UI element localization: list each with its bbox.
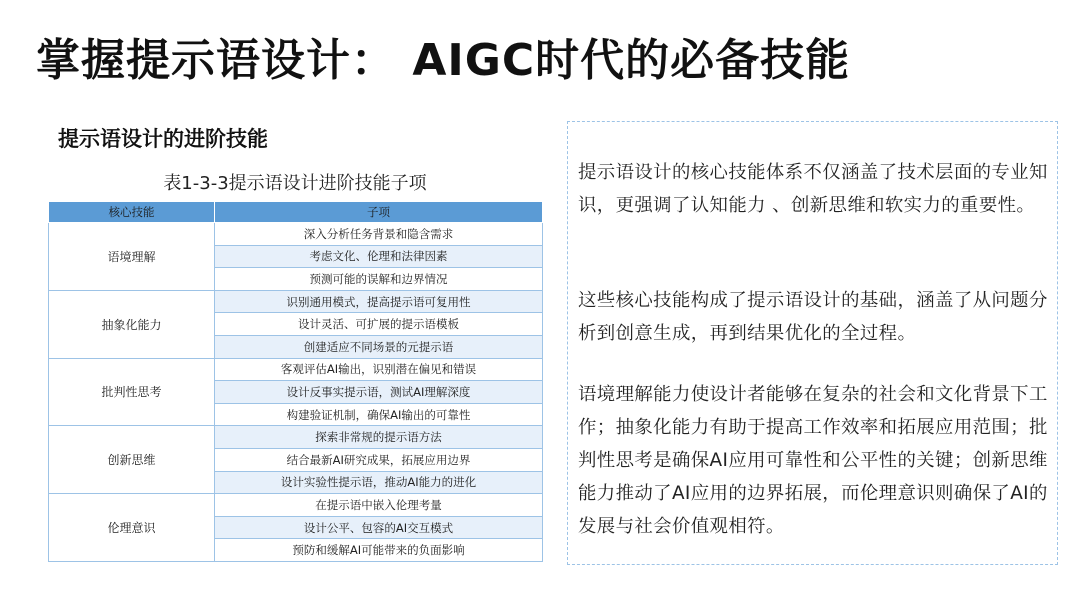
item-cell: 考虑文化、伦理和法律因素 xyxy=(215,245,543,268)
section-heading: 提示语设计的进阶技能 xyxy=(58,127,268,151)
column-header-skill: 核心技能 xyxy=(49,202,215,223)
skill-cell: 伦理意识 xyxy=(49,494,215,562)
table-row xyxy=(49,358,543,381)
item-cell: 设计灵活、可扩展的提示语模板 xyxy=(215,313,543,336)
table-row xyxy=(49,223,543,246)
paragraph-1: 提示语设计的核心技能体系不仅涵盖了技术层面的专业知识，更强调了认知能力 、创新思维和软实力的重要性。 xyxy=(578,162,1048,216)
table-row xyxy=(49,494,543,517)
item-cell: 深入分析任务背景和隐含需求 xyxy=(215,223,543,246)
skill-cell: 抽象化能力 xyxy=(49,290,215,358)
item-cell: 识别通用模式，提高提示语可复用性 xyxy=(215,290,543,313)
paragraph-3: 语境理解能力使设计者能够在复杂的社会和文化背景下工作；抽象化能力有助于提高工作效率和拓展应用范围；批判性思考是确保AI应用可靠性和公平性的关键；创新思维能力推动了AI应用的边界拓展，而伦理意识则确保了AI的发展与社会价值观相符。 xyxy=(578,384,1048,537)
item-cell: 预防和缓解AI可能带来的负面影响 xyxy=(215,539,543,562)
skill-cell: 批判性思考 xyxy=(49,358,215,426)
table-caption: 表1-3-3提示语设计进阶技能子项 xyxy=(163,173,427,194)
column-header-items: 子项 xyxy=(215,202,543,223)
table-row xyxy=(49,290,543,313)
skills-table xyxy=(48,201,543,562)
item-cell: 设计公平、包容的AI交互模式 xyxy=(215,516,543,539)
item-cell: 在提示语中嵌入伦理考量 xyxy=(215,494,543,517)
item-cell: 客观评估AI输出，识别潜在偏见和错误 xyxy=(215,358,543,381)
table-header-row xyxy=(49,202,543,223)
item-cell: 结合最新AI研究成果，拓展应用边界 xyxy=(215,448,543,471)
paragraph-2: 这些核心技能构成了提示语设计的基础，涵盖了从问题分析到创意生成，再到结果优化的全过程。 xyxy=(578,290,1048,344)
item-cell: 构建验证机制，确保AI输出的可靠性 xyxy=(215,403,543,426)
item-cell: 探索非常规的提示语方法 xyxy=(215,426,543,449)
item-cell: 预测可能的误解和边界情况 xyxy=(215,268,543,291)
item-cell: 设计实验性提示语，推动AI能力的进化 xyxy=(215,471,543,494)
item-cell: 创建适应不同场景的元提示语 xyxy=(215,335,543,358)
skill-cell: 创新思维 xyxy=(49,426,215,494)
page-title: 掌握提示语设计： AIGC时代的必备技能 xyxy=(36,35,851,86)
skill-cell: 语境理解 xyxy=(49,223,215,291)
item-cell: 设计反事实提示语，测试AI理解深度 xyxy=(215,381,543,404)
table-row xyxy=(49,426,543,449)
